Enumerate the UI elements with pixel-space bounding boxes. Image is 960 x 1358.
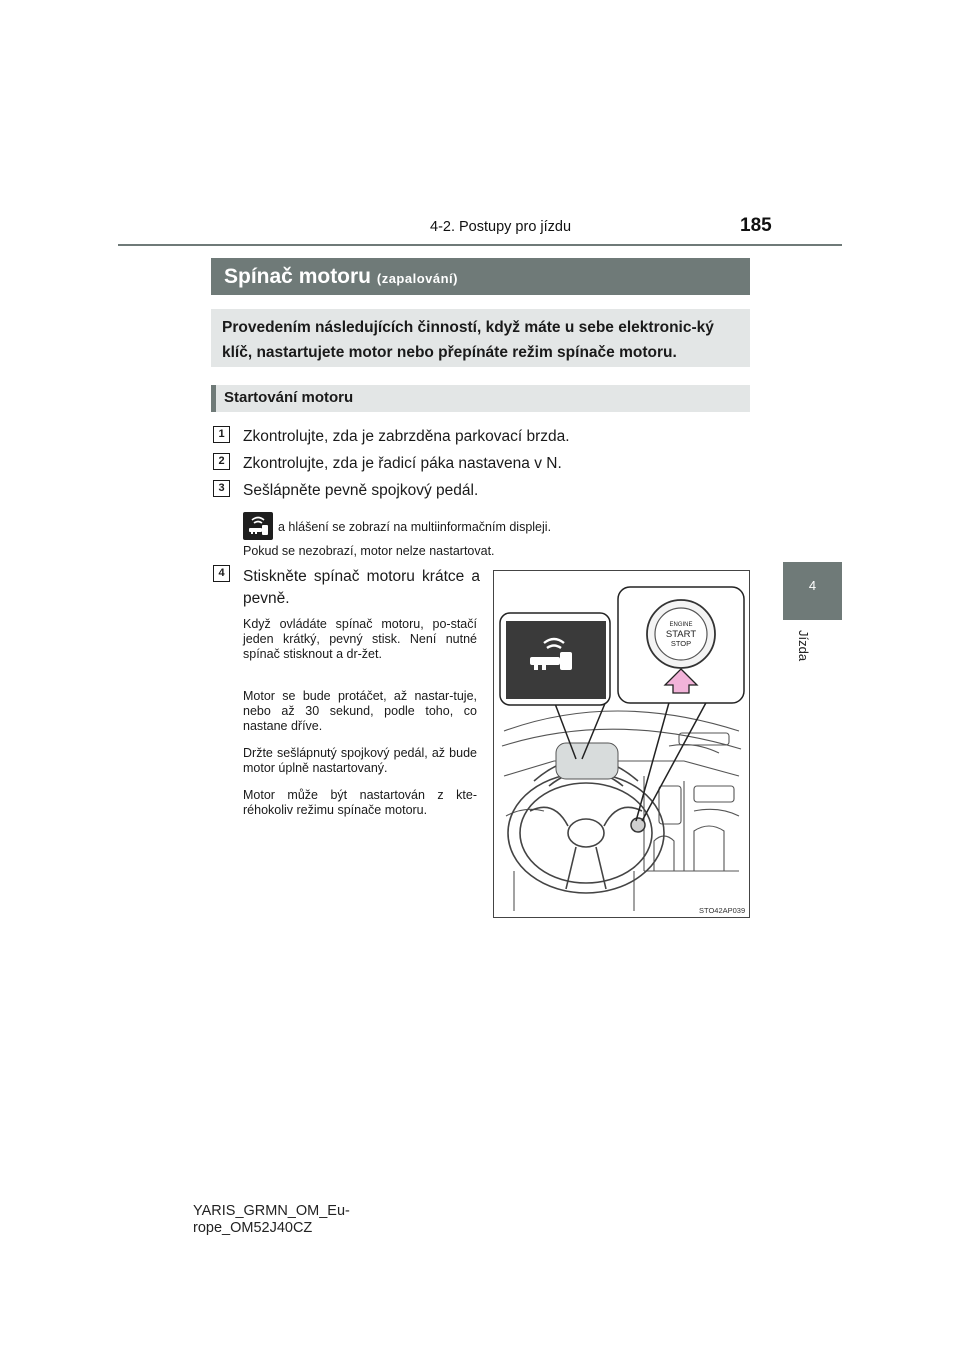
intro-text: Provedením následujících činností, když máte u sebe elektronic-ký klíč, nastartujete motor nebo přepínáte režim spínače motoru. [222,319,714,361]
footer-line-1: YARIS_GRMN_OM_Eu- [193,1203,350,1219]
step-number-1: 1 [213,426,230,443]
step-text-1: Zkontrolujte, zda je zabrzděna parkovací brzda. [243,428,570,445]
step-number-2: 2 [213,453,230,470]
chapter-tab-label: Jízda [796,630,811,662]
page-number: 185 [740,215,772,236]
chapter-tab-number: 4 [808,578,817,593]
step4-paragraph-4: Motor může být nastartován z kte-réhokoliv režimu spínače motoru. [243,788,477,817]
step-text-2: Zkontrolujte, zda je řadicí páka nastavena v N. [243,455,562,472]
footer-doc-code [193,1203,350,1237]
step4-paragraph-3: Držte sešlápnutý spojkový pedál, až bude motor úplně nastartovaný. [243,746,477,775]
step4-paragraph-2: Motor se bude protáčet, až nastar-tuje, nebo až 30 sekund, podle toho, co nastane dříve. [243,689,477,733]
step4-paragraph-1: Když ovládáte spínač motoru, po-stačí jeden krátký, pevný stisk. Není nutné spínač stisknout a dr-žet. [243,617,477,661]
key-indicator-icon [243,512,273,540]
step-text-4: Stiskněte spínač motoru krátce a pevně. [243,568,480,607]
step3-indicator-note: a hlášení se zobrazí na multiinformačním displeji. [278,520,552,534]
page-title [224,265,458,289]
header-section-title: 4-2. Postupy pro jízdu [430,219,572,235]
figure-caption: STO42AP039 [699,906,746,915]
step-number-4: 4 [213,565,230,582]
step-number-3: 3 [213,480,230,497]
button-label-engine: ENGINE [669,622,693,628]
footer-line-2: rope_OM52J40CZ [193,1220,313,1236]
step-text-3: Sešlápněte pevně spojkový pedál. [243,482,479,499]
section-title: Startování motoru [224,389,354,406]
button-label-start: START [665,629,697,640]
page-title-sub: (zapalování) [376,271,458,286]
step3-fallback-note: Pokud se nezobrazí, motor nelze nastartovat. [243,544,495,558]
section-accent [211,385,216,412]
dashboard-illustration [493,570,750,918]
button-label-stop: STOP [670,639,692,648]
header-divider [118,244,842,246]
page-title-main: Spínač motoru [224,265,372,288]
